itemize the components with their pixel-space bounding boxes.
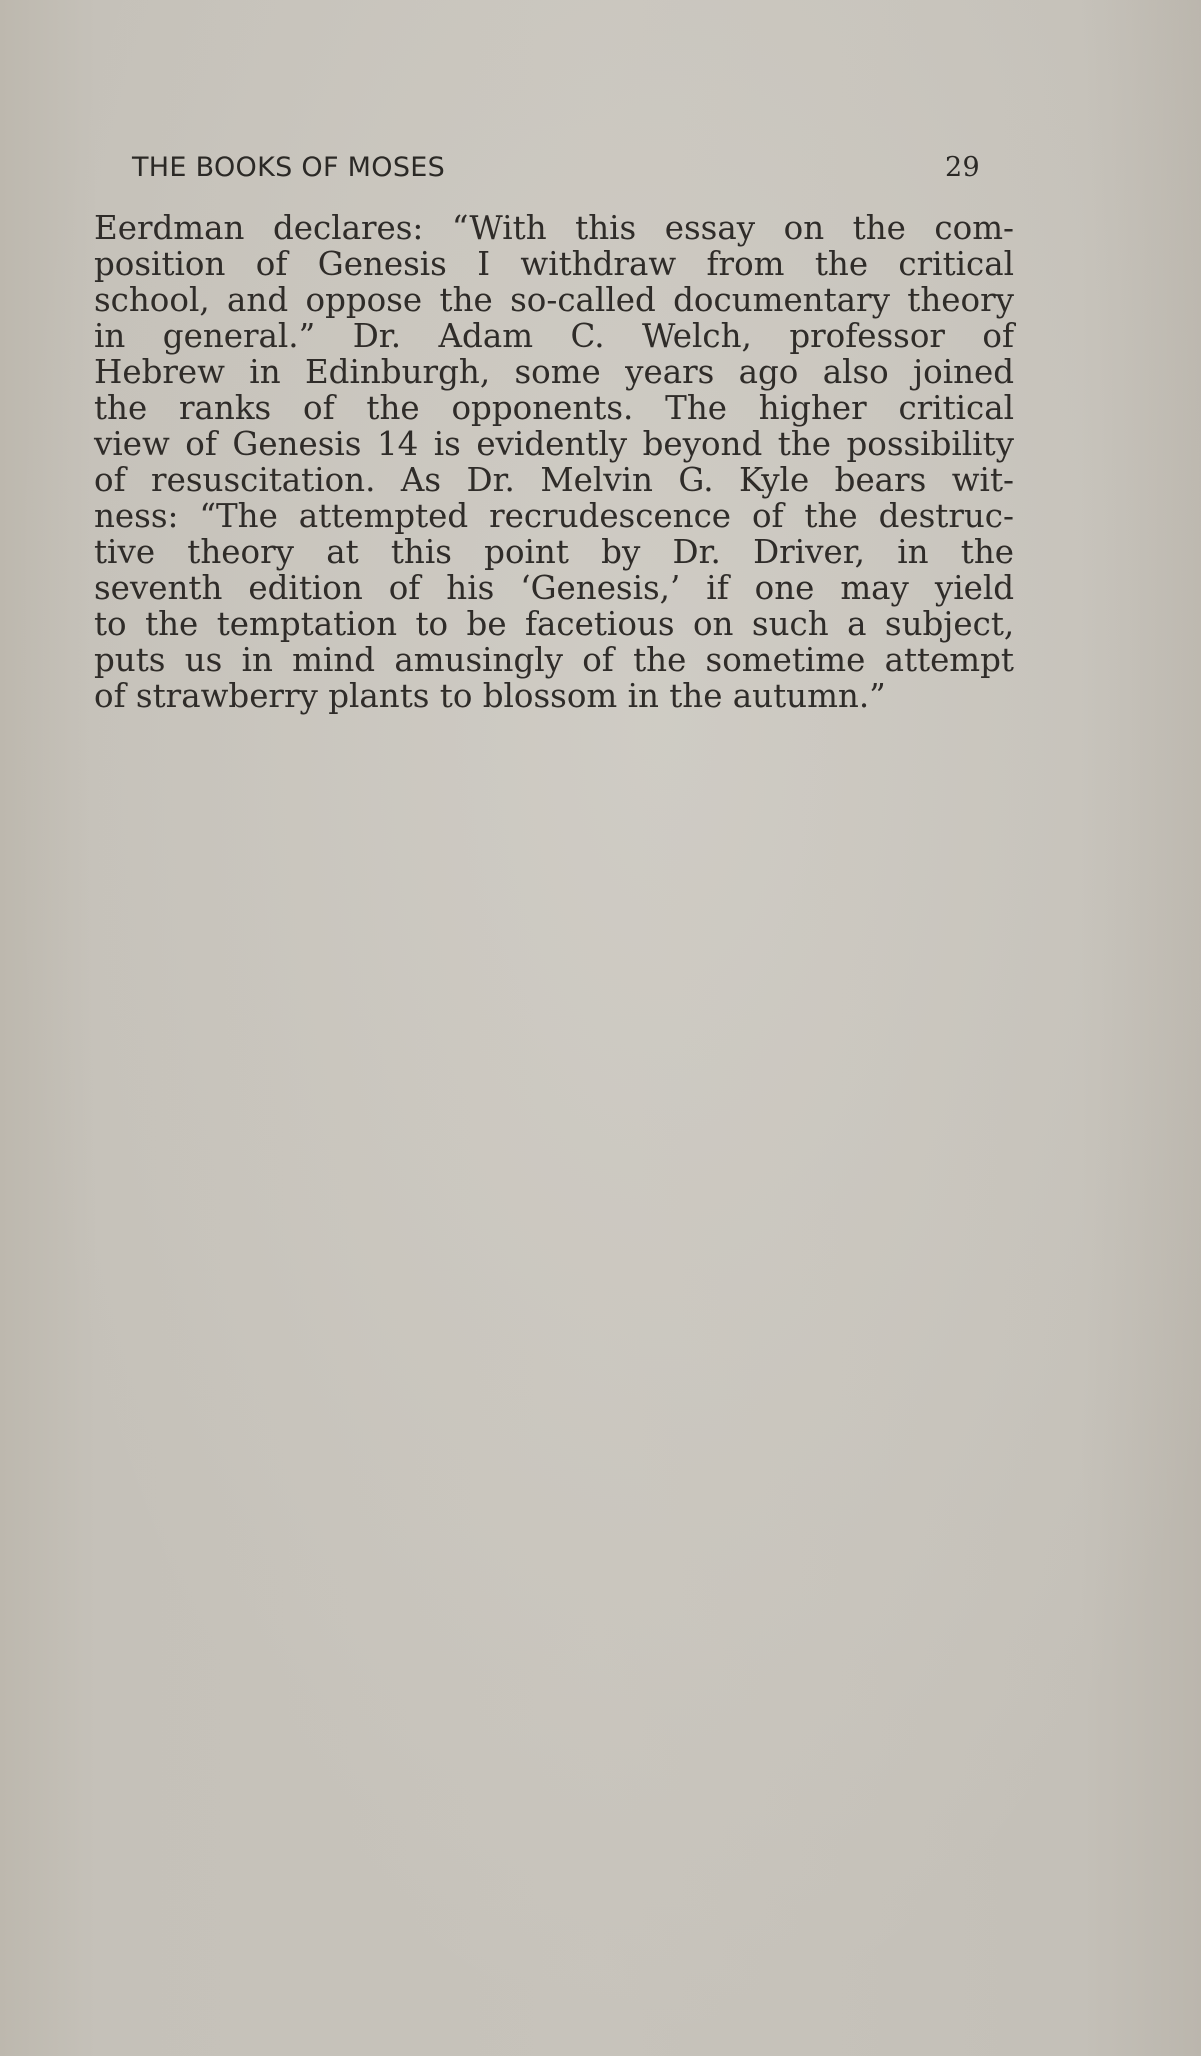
text-line: in general.” Dr. Adam C. Welch, professor of <box>94 317 1015 355</box>
text-line: position of Genesis I withdraw from the critical <box>94 245 1014 283</box>
text-line: school, and oppose the so-called documentary theory <box>94 281 1014 319</box>
text-line: of strawberry plants to blossom in the autumn.” <box>94 677 886 715</box>
text-line: of resuscitation. As Dr. Melvin G. Kyle bears wit- <box>94 461 1014 499</box>
text-line: seventh edition of his ‘Genesis,’ if one may yield <box>94 569 1015 607</box>
text-line: Hebrew in Edinburgh, some years ago also joined <box>94 353 1015 391</box>
text-line: puts us in mind amusingly of the sometime attempt <box>94 641 1014 679</box>
running-head <box>132 152 980 192</box>
page-number: 29 <box>945 152 980 183</box>
text-line: to the temptation to be facetious on such a subject, <box>94 605 1015 643</box>
text-line: tive theory at this point by Dr. Driver, in the <box>94 533 1014 571</box>
text-line: the ranks of the opponents. The higher critical <box>94 389 1014 427</box>
body-paragraph <box>94 210 1014 714</box>
text-line: ness: “The attempted recrudescence of the destruc- <box>94 497 1014 535</box>
text-line: view of Genesis 14 is evidently beyond the possibility <box>94 425 1014 463</box>
text-line: Eerdman declares: “With this essay on the com- <box>94 209 1014 247</box>
running-head-title: THE BOOKS OF MOSES <box>132 152 446 183</box>
